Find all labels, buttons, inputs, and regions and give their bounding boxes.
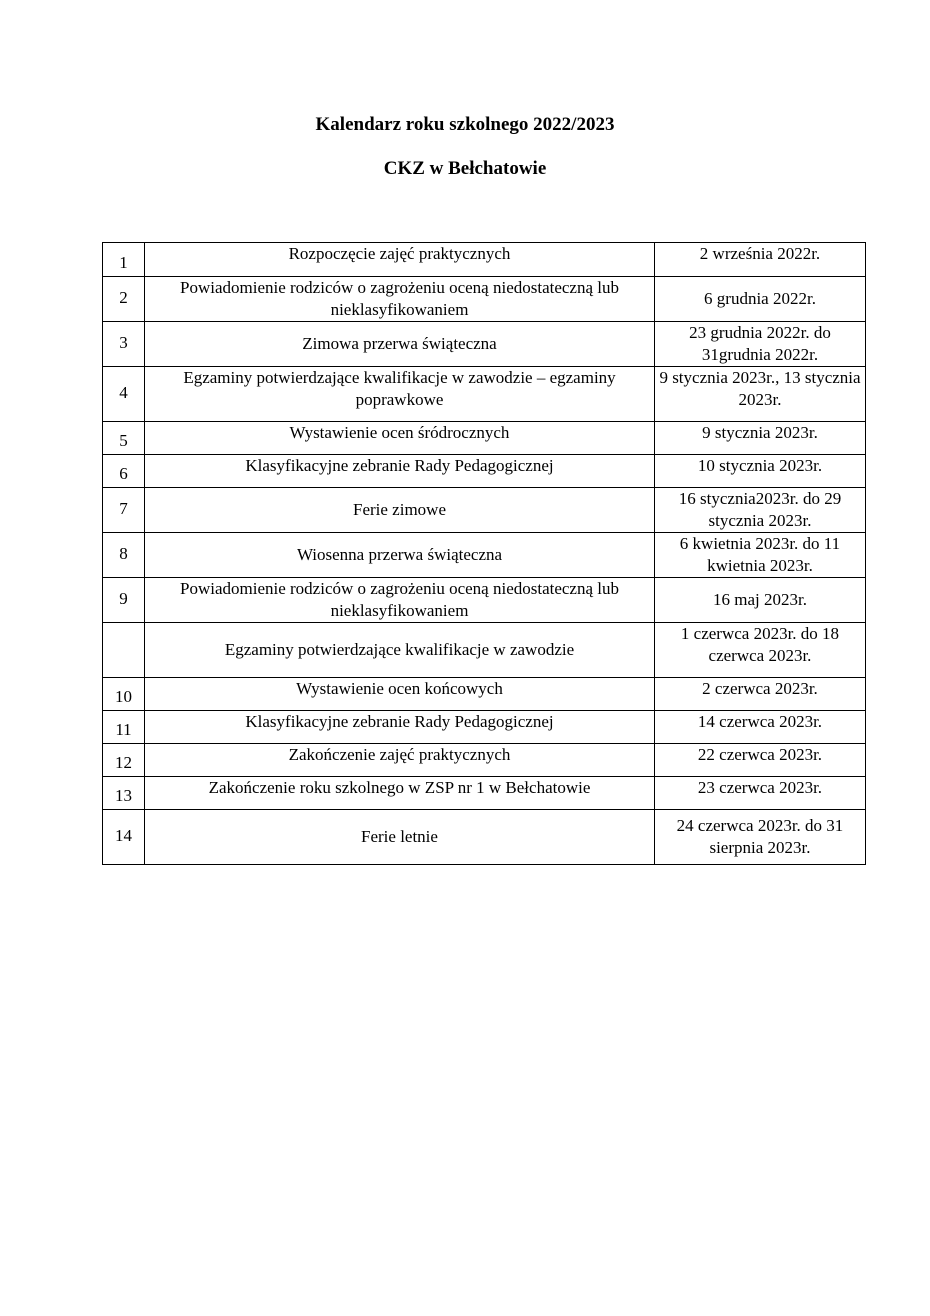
row-activity: Powiadomienie rodziców o zagrożeniu oceną niedostateczną lub nieklasyfikowaniem: [145, 578, 655, 623]
table-row: [103, 711, 866, 744]
row-activity: Zakończenie roku szkolnego w ZSP nr 1 w Bełchatowie: [145, 777, 655, 810]
row-date: 9 stycznia 2023r., 13 stycznia 2023r.: [655, 367, 866, 422]
row-number: 8: [103, 533, 145, 578]
row-date: 16 maj 2023r.: [655, 578, 866, 623]
row-activity: Powiadomienie rodziców o zagrożeniu oceną niedostateczną lub nieklasyfikowaniem: [145, 277, 655, 322]
table-row: [103, 744, 866, 777]
row-number: 6: [103, 455, 145, 488]
row-activity: Zimowa przerwa świąteczna: [145, 322, 655, 367]
row-number: 10: [103, 678, 145, 711]
row-number: [103, 623, 145, 678]
table-row: [103, 777, 866, 810]
table-row: [103, 488, 866, 533]
row-activity: Klasyfikacyjne zebranie Rady Pedagogicznej: [145, 711, 655, 744]
row-activity: Wystawienie ocen śródrocznych: [145, 422, 655, 455]
row-date: 23 grudnia 2022r. do 31grudnia 2022r.: [655, 322, 866, 367]
row-number: 9: [103, 578, 145, 623]
row-activity: Wystawienie ocen końcowych: [145, 678, 655, 711]
row-number: 14: [103, 810, 145, 865]
table-row: [103, 367, 866, 422]
calendar-table: [102, 242, 866, 865]
row-date: 10 stycznia 2023r.: [655, 455, 866, 488]
row-activity: Egzaminy potwierdzające kwalifikacje w zawodzie: [145, 623, 655, 678]
row-date: 2 września 2022r.: [655, 243, 866, 277]
row-activity: Ferie letnie: [145, 810, 655, 865]
row-date: 16 stycznia2023r. do 29 stycznia 2023r.: [655, 488, 866, 533]
row-number: 2: [103, 277, 145, 322]
row-number: 11: [103, 711, 145, 744]
row-number: 4: [103, 367, 145, 422]
table-row: [103, 243, 866, 277]
table-row: [103, 810, 866, 865]
row-activity: Egzaminy potwierdzające kwalifikacje w zawodzie – egzaminy poprawkowe: [145, 367, 655, 422]
row-number: 7: [103, 488, 145, 533]
row-date: 9 stycznia 2023r.: [655, 422, 866, 455]
row-date: 1 czerwca 2023r. do 18 czerwca 2023r.: [655, 623, 866, 678]
row-activity: Zakończenie zajęć praktycznych: [145, 744, 655, 777]
row-date: 23 czerwca 2023r.: [655, 777, 866, 810]
table-row: [103, 623, 866, 678]
document-title: Kalendarz roku szkolnego 2022/2023: [315, 114, 615, 135]
row-activity: Rozpoczęcie zajęć praktycznych: [145, 243, 655, 277]
table-row: [103, 422, 866, 455]
row-number: 12: [103, 744, 145, 777]
row-date: 6 grudnia 2022r.: [655, 277, 866, 322]
table-row: [103, 533, 866, 578]
row-activity: Ferie zimowe: [145, 488, 655, 533]
row-date: 22 czerwca 2023r.: [655, 744, 866, 777]
table-row: [103, 322, 866, 367]
table-row: [103, 678, 866, 711]
table-row: [103, 578, 866, 623]
row-date: 2 czerwca 2023r.: [655, 678, 866, 711]
row-activity: Klasyfikacyjne zebranie Rady Pedagogicznej: [145, 455, 655, 488]
row-date: 14 czerwca 2023r.: [655, 711, 866, 744]
table-row: [103, 455, 866, 488]
document-subtitle: CKZ w Bełchatowie: [383, 158, 547, 179]
row-number: 3: [103, 322, 145, 367]
row-date: 24 czerwca 2023r. do 31 sierpnia 2023r.: [655, 810, 866, 865]
row-number: 1: [103, 243, 145, 277]
row-date: 6 kwietnia 2023r. do 11 kwietnia 2023r.: [655, 533, 866, 578]
table-row: [103, 277, 866, 322]
row-number: 13: [103, 777, 145, 810]
row-activity: Wiosenna przerwa świąteczna: [145, 533, 655, 578]
row-number: 5: [103, 422, 145, 455]
